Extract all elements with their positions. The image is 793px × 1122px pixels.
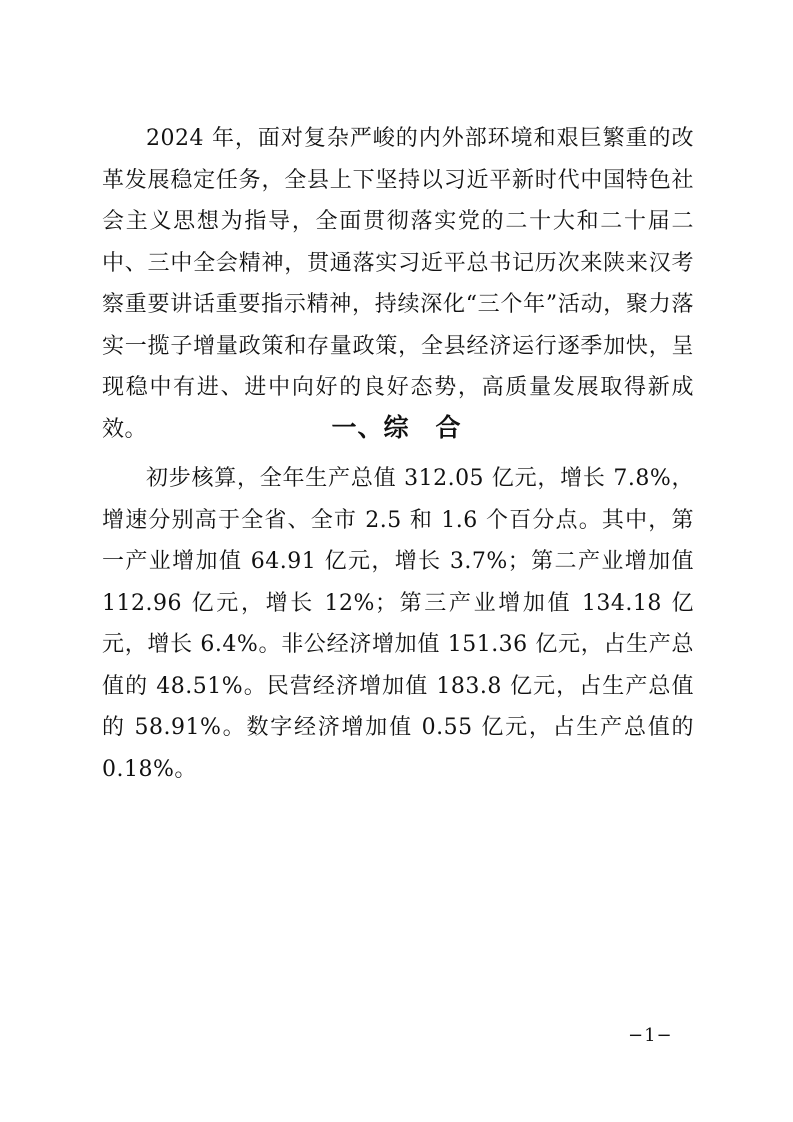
section-paragraph: 初步核算，全年生产总值 312.05 亿元，增长 7.8%，增速分别高于全省、全市 2.5 和 1.6 个百分点。其中，第一产业增加值 64.91 亿元，增长 3.7%；第二产业增加值 112.96 亿元，增长 12%；第三产业增加值 134.18 亿元，增长 6.4%。非公经济增加值 151.36 亿元，占生产总值的 48.51%。民营经济增加值 183.8 亿元，占生产总值的 58.91%。数字经济增加值 0.55 亿元，占生产总值的 0.18%。 — [102, 466, 694, 782]
section-heading: 一、综 合 — [331, 413, 462, 442]
intro-paragraph: 2024 年，面对复杂严峻的内外部环境和艰巨繁重的改革发展稳定任务，全县上下坚持以习近平新时代中国特色社会主义思想为指导，全面贯彻落实党的二十大和二十届二中、三中全会精神，贯通落实习近平总书记历次来陕来汉考察重要讲话重要指示精神，持续深化“三个年”活动，聚力落实一揽子增量政策和存量政策，全县经济运行逐季加快，呈现稳中有进、进中向好的良好态势，高质量发展取得新成效。 — [102, 126, 694, 442]
page-number: −1− — [628, 1025, 673, 1046]
